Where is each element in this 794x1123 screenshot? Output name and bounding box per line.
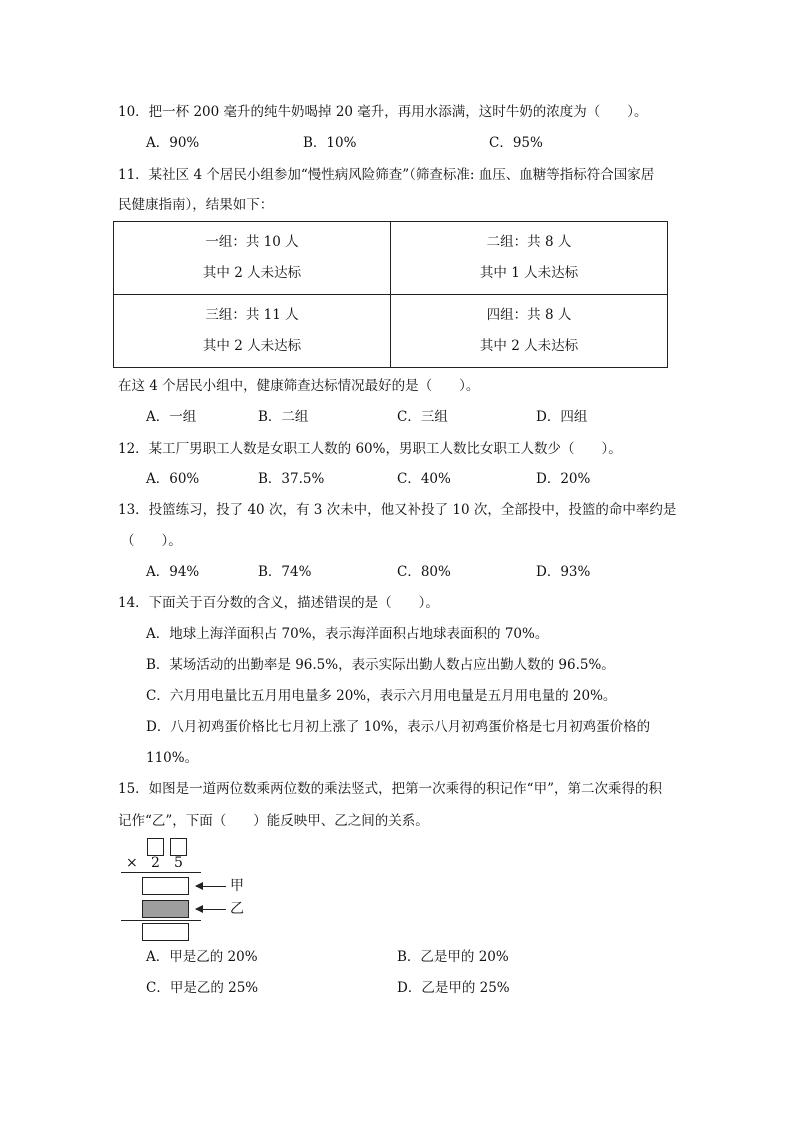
times-sign: × — [126, 855, 138, 871]
q12-option-c[interactable]: C．40% — [397, 471, 451, 487]
q14-option-d[interactable]: D．八月初鸡蛋价格比七月初上涨了 10%，表示八月初鸡蛋价格是七月初鸡蛋价格的 — [146, 719, 651, 735]
group-4-fail: 其中 2 人未达标 — [479, 338, 579, 354]
q12-option-a[interactable]: A．60% — [146, 471, 200, 487]
q11-stem-line2: 民健康指南），结果如下： — [118, 197, 274, 213]
arrow-left-icon — [196, 909, 226, 910]
q14-option-c[interactable]: C．六月用电量比五月用电量多 20%，表示六月用电量是五月用电量的 20%。 — [146, 688, 617, 704]
q14-option-d-cont: 110%。 — [146, 750, 199, 766]
q15-stem-line2: 记作“乙”，下面（ ）能反映甲、乙之间的关系。 — [118, 813, 429, 829]
q11-option-b[interactable]: B．二组 — [258, 409, 309, 425]
group-2-fail: 其中 1 人未达标 — [479, 265, 579, 281]
group-2-total: 二组：共 8 人 — [486, 234, 572, 250]
multiplier-digit-2: 2 — [151, 855, 160, 871]
q13-stem-line2: （ ）。 — [121, 533, 182, 549]
group-1-total: 一组：共 10 人 — [205, 234, 299, 250]
label-jia: 甲 — [230, 878, 244, 894]
q15-option-b[interactable]: B．乙是甲的 20% — [397, 949, 509, 965]
group-1-fail: 其中 2 人未达标 — [202, 265, 302, 281]
q11-option-d[interactable]: D．四组 — [536, 409, 588, 425]
q14-option-b[interactable]: B．某场活动的出勤率是 96.5%，表示实际出勤人数占应出勤人数的 96.5%。 — [146, 657, 615, 673]
q14-stem: 14．下面关于百分数的含义，描述错误的是（ ）。 — [118, 595, 439, 611]
q13-option-c[interactable]: C．80% — [397, 564, 451, 580]
figure-bottom-rule — [121, 920, 201, 921]
q10-stem: 10．把一杯 200 毫升的纯牛奶喝掉 20 毫升，再用水添满，这时牛奶的浓度为（ ）。 — [118, 104, 648, 120]
q11-group-table — [113, 221, 668, 368]
digit-box-tens — [147, 838, 164, 856]
q10-option-c[interactable]: C．95% — [489, 135, 543, 151]
q11-option-a[interactable]: A．一组 — [146, 409, 197, 425]
q13-option-d[interactable]: D．93% — [536, 564, 591, 580]
group-4-total: 四组：共 8 人 — [486, 307, 572, 323]
q10-option-b[interactable]: B．10% — [303, 135, 357, 151]
group-3-fail: 其中 2 人未达标 — [202, 338, 302, 354]
q15-option-a[interactable]: A．甲是乙的 20% — [146, 949, 258, 965]
group-3-total: 三组：共 11 人 — [205, 307, 299, 323]
multiplier-digit-5: 5 — [174, 855, 183, 871]
q12-option-d[interactable]: D．20% — [536, 471, 591, 487]
q15-stem-line1: 15．如图是一道两位数乘两位数的乘法竖式，把第一次乘得的积记作“甲”，第二次乘得的积 — [118, 781, 662, 797]
group-cell-4 — [391, 295, 668, 368]
digit-box-ones — [170, 838, 187, 856]
label-yi: 乙 — [230, 901, 244, 917]
q12-stem: 12．某工厂男职工人数是女职工人数的 60%，男职工人数比女职工人数少（ ）。 — [118, 441, 622, 457]
q13-stem-line1: 13．投篮练习，投了 40 次，有 3 次未中，他又补投了 10 次，全部投中，投篮的命中率约是 — [118, 502, 677, 518]
group-cell-3 — [114, 295, 391, 368]
group-cell-1 — [114, 222, 391, 295]
q15-option-c[interactable]: C．甲是乙的 25% — [146, 980, 259, 996]
q11-option-c[interactable]: C．三组 — [397, 409, 448, 425]
product-box-result — [142, 923, 189, 941]
q15-option-d[interactable]: D．乙是甲的 25% — [397, 980, 510, 996]
q10-option-a[interactable]: A．90% — [146, 135, 200, 151]
product-box-jia — [142, 877, 189, 895]
q11-stem-line1: 11．某社区 4 个居民小组参加“慢性病风险筛查”（筛查标准: 血压、血糖等指标符合国家居 — [118, 167, 655, 183]
figure-top-rule — [121, 872, 201, 873]
q11-question: 在这 4 个居民小组中，健康筛查达标情况最好的是（ ）。 — [118, 378, 480, 394]
group-cell-2 — [391, 222, 668, 295]
q14-option-a[interactable]: A．地球上海洋面积占 70%，表示海洋面积占地球表面积的 70%。 — [146, 626, 549, 642]
arrow-left-icon — [196, 886, 226, 887]
q12-option-b[interactable]: B．37.5% — [258, 471, 325, 487]
q13-option-a[interactable]: A．94% — [146, 564, 200, 580]
q13-option-b[interactable]: B．74% — [258, 564, 312, 580]
product-box-yi — [142, 900, 189, 918]
